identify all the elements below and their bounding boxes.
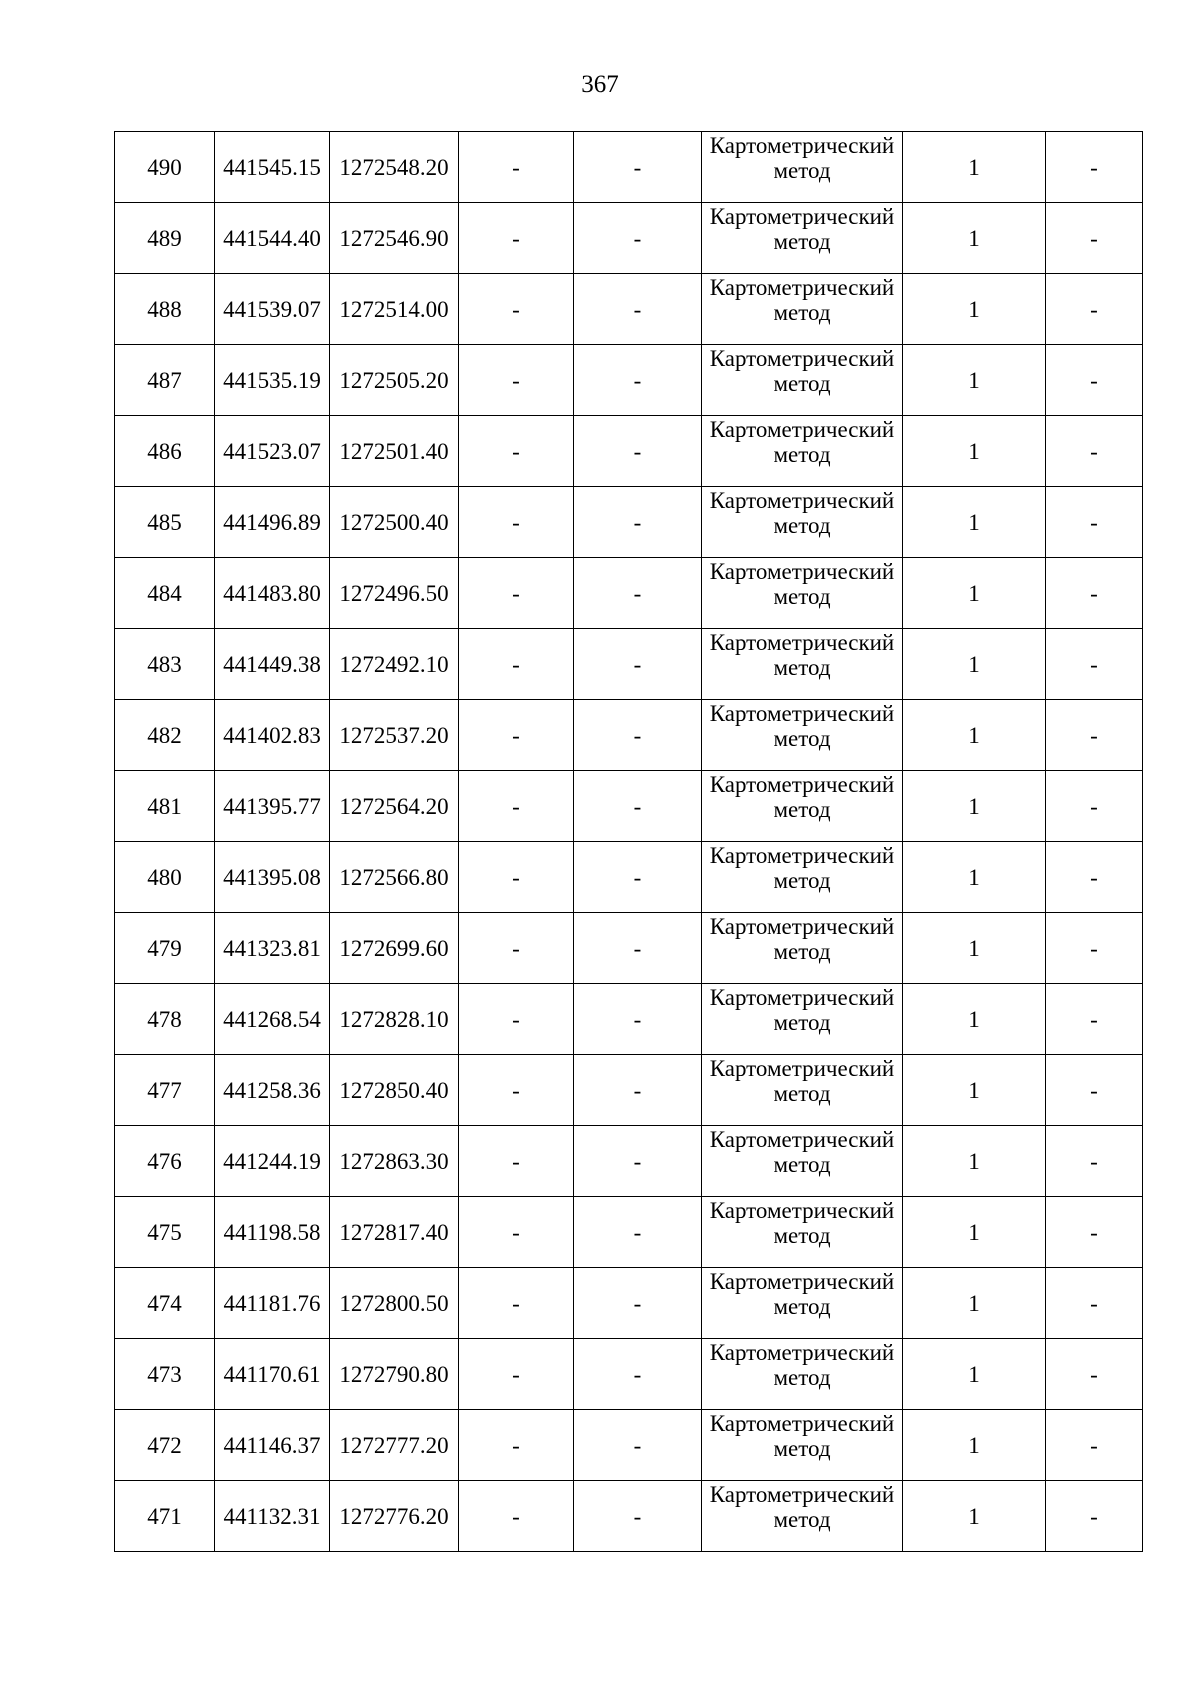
x-coordinate-cell: 441181.76 (215, 1268, 330, 1339)
point-number-cell: 479 (115, 913, 215, 984)
accuracy-cell: 1 (903, 629, 1046, 700)
empty-value-cell: - (1046, 842, 1143, 913)
y-coordinate-cell: 1272790.80 (330, 1339, 459, 1410)
table-row (115, 1268, 1143, 1339)
empty-value-cell: - (574, 1481, 702, 1552)
method-cell (702, 1055, 903, 1126)
empty-value-cell: - (1046, 1339, 1143, 1410)
method-text: Картометрический (709, 1340, 895, 1365)
point-number-cell: 472 (115, 1410, 215, 1481)
method-text: метод (773, 1365, 831, 1390)
empty-value-cell: - (459, 771, 574, 842)
empty-value-cell: - (1046, 984, 1143, 1055)
method-text: Картометрический (709, 204, 895, 229)
empty-value-cell: - (1046, 700, 1143, 771)
empty-value-cell: - (1046, 345, 1143, 416)
empty-value-cell: - (574, 842, 702, 913)
point-number-cell: 483 (115, 629, 215, 700)
empty-value-cell: - (574, 1410, 702, 1481)
empty-value-cell: - (1046, 558, 1143, 629)
accuracy-cell: 1 (903, 416, 1046, 487)
y-coordinate-cell: 1272500.40 (330, 487, 459, 558)
accuracy-cell: 1 (903, 203, 1046, 274)
empty-value-cell: - (574, 416, 702, 487)
empty-value-cell: - (1046, 203, 1143, 274)
x-coordinate-cell: 441258.36 (215, 1055, 330, 1126)
accuracy-cell: 1 (903, 345, 1046, 416)
accuracy-cell: 1 (903, 1410, 1046, 1481)
method-cell (702, 487, 903, 558)
method-text: метод (773, 1152, 831, 1177)
method-cell (702, 416, 903, 487)
page-number: 367 (581, 71, 619, 98)
point-number-cell: 478 (115, 984, 215, 1055)
empty-value-cell: - (574, 345, 702, 416)
method-cell (702, 1481, 903, 1552)
table-row (115, 558, 1143, 629)
table-row (115, 1410, 1143, 1481)
method-text: Картометрический (709, 346, 895, 371)
accuracy-cell: 1 (903, 1055, 1046, 1126)
method-text: метод (773, 229, 831, 254)
method-text: Картометрический (709, 772, 895, 797)
x-coordinate-cell: 441323.81 (215, 913, 330, 984)
point-number-cell: 488 (115, 274, 215, 345)
method-text: Картометрический (709, 1127, 895, 1152)
method-cell (702, 132, 903, 203)
method-text: метод (773, 726, 831, 751)
empty-value-cell: - (1046, 416, 1143, 487)
method-text: Картометрический (709, 417, 895, 442)
x-coordinate-cell: 441268.54 (215, 984, 330, 1055)
method-text: Картометрический (709, 1482, 895, 1507)
empty-value-cell: - (574, 558, 702, 629)
empty-value-cell: - (459, 1055, 574, 1126)
table-row (115, 345, 1143, 416)
method-text: метод (773, 1010, 831, 1035)
method-text: Картометрический (709, 985, 895, 1010)
method-text: метод (773, 655, 831, 680)
method-cell (702, 274, 903, 345)
method-cell (702, 984, 903, 1055)
empty-value-cell: - (574, 203, 702, 274)
x-coordinate-cell: 441544.40 (215, 203, 330, 274)
method-text: метод (773, 939, 831, 964)
table-row (115, 1197, 1143, 1268)
accuracy-cell: 1 (903, 1481, 1046, 1552)
empty-value-cell: - (1046, 1126, 1143, 1197)
point-number-cell: 489 (115, 203, 215, 274)
empty-value-cell: - (1046, 913, 1143, 984)
accuracy-cell: 1 (903, 274, 1046, 345)
empty-value-cell: - (459, 1481, 574, 1552)
empty-value-cell: - (459, 1339, 574, 1410)
method-text: метод (773, 1436, 831, 1461)
empty-value-cell: - (459, 700, 574, 771)
method-cell (702, 203, 903, 274)
accuracy-cell: 1 (903, 984, 1046, 1055)
accuracy-cell: 1 (903, 913, 1046, 984)
table-row (115, 487, 1143, 558)
empty-value-cell: - (459, 1268, 574, 1339)
method-cell (702, 1410, 903, 1481)
method-text: Картометрический (709, 630, 895, 655)
method-text: метод (773, 797, 831, 822)
method-text: Картометрический (709, 1198, 895, 1223)
y-coordinate-cell: 1272777.20 (330, 1410, 459, 1481)
method-cell (702, 771, 903, 842)
point-number-cell: 471 (115, 1481, 215, 1552)
empty-value-cell: - (459, 1197, 574, 1268)
y-coordinate-cell: 1272850.40 (330, 1055, 459, 1126)
table-row (115, 842, 1143, 913)
accuracy-cell: 1 (903, 842, 1046, 913)
point-number-cell: 490 (115, 132, 215, 203)
x-coordinate-cell: 441535.19 (215, 345, 330, 416)
table-row (115, 984, 1143, 1055)
method-text: метод (773, 300, 831, 325)
empty-value-cell: - (459, 203, 574, 274)
y-coordinate-cell: 1272817.40 (330, 1197, 459, 1268)
table-row (115, 274, 1143, 345)
method-text: метод (773, 1081, 831, 1106)
point-number-cell: 475 (115, 1197, 215, 1268)
empty-value-cell: - (459, 984, 574, 1055)
method-cell (702, 913, 903, 984)
accuracy-cell: 1 (903, 700, 1046, 771)
table-row (115, 913, 1143, 984)
point-number-cell: 477 (115, 1055, 215, 1126)
empty-value-cell: - (1046, 1268, 1143, 1339)
point-number-cell: 473 (115, 1339, 215, 1410)
table-row (115, 1126, 1143, 1197)
method-text: метод (773, 868, 831, 893)
empty-value-cell: - (574, 629, 702, 700)
y-coordinate-cell: 1272828.10 (330, 984, 459, 1055)
empty-value-cell: - (459, 558, 574, 629)
accuracy-cell: 1 (903, 771, 1046, 842)
accuracy-cell: 1 (903, 132, 1046, 203)
y-coordinate-cell: 1272537.20 (330, 700, 459, 771)
point-number-cell: 480 (115, 842, 215, 913)
y-coordinate-cell: 1272564.20 (330, 771, 459, 842)
method-text: метод (773, 584, 831, 609)
method-text: метод (773, 442, 831, 467)
point-number-cell: 485 (115, 487, 215, 558)
x-coordinate-cell: 441483.80 (215, 558, 330, 629)
empty-value-cell: - (574, 1268, 702, 1339)
empty-value-cell: - (459, 913, 574, 984)
method-text: метод (773, 1507, 831, 1532)
x-coordinate-cell: 441170.61 (215, 1339, 330, 1410)
table-row (115, 203, 1143, 274)
x-coordinate-cell: 441402.83 (215, 700, 330, 771)
empty-value-cell: - (459, 487, 574, 558)
method-text: Картометрический (709, 275, 895, 300)
empty-value-cell: - (574, 1126, 702, 1197)
coordinates-table (114, 131, 1143, 1552)
point-number-cell: 476 (115, 1126, 215, 1197)
y-coordinate-cell: 1272505.20 (330, 345, 459, 416)
x-coordinate-cell: 441146.37 (215, 1410, 330, 1481)
method-text: метод (773, 513, 831, 538)
empty-value-cell: - (459, 629, 574, 700)
empty-value-cell: - (1046, 771, 1143, 842)
accuracy-cell: 1 (903, 1268, 1046, 1339)
method-text: Картометрический (709, 1056, 895, 1081)
empty-value-cell: - (459, 132, 574, 203)
point-number-cell: 481 (115, 771, 215, 842)
accuracy-cell: 1 (903, 558, 1046, 629)
method-text: Картометрический (709, 701, 895, 726)
point-number-cell: 482 (115, 700, 215, 771)
empty-value-cell: - (574, 1339, 702, 1410)
x-coordinate-cell: 441539.07 (215, 274, 330, 345)
y-coordinate-cell: 1272514.00 (330, 274, 459, 345)
empty-value-cell: - (1046, 1481, 1143, 1552)
table-row (115, 416, 1143, 487)
accuracy-cell: 1 (903, 1339, 1046, 1410)
method-cell (702, 345, 903, 416)
point-number-cell: 487 (115, 345, 215, 416)
x-coordinate-cell: 441545.15 (215, 132, 330, 203)
method-cell (702, 700, 903, 771)
x-coordinate-cell: 441523.07 (215, 416, 330, 487)
table-row (115, 132, 1143, 203)
method-text: метод (773, 1223, 831, 1248)
table-row (115, 700, 1143, 771)
method-text: метод (773, 158, 831, 183)
method-text: Картометрический (709, 914, 895, 939)
empty-value-cell: - (459, 842, 574, 913)
table-row (115, 1339, 1143, 1410)
point-number-cell: 474 (115, 1268, 215, 1339)
empty-value-cell: - (1046, 1055, 1143, 1126)
empty-value-cell: - (459, 345, 574, 416)
x-coordinate-cell: 441198.58 (215, 1197, 330, 1268)
y-coordinate-cell: 1272492.10 (330, 629, 459, 700)
y-coordinate-cell: 1272566.80 (330, 842, 459, 913)
y-coordinate-cell: 1272863.30 (330, 1126, 459, 1197)
method-text: Картометрический (709, 133, 895, 158)
empty-value-cell: - (574, 913, 702, 984)
empty-value-cell: - (1046, 1197, 1143, 1268)
empty-value-cell: - (574, 274, 702, 345)
method-cell (702, 1268, 903, 1339)
method-cell (702, 1197, 903, 1268)
x-coordinate-cell: 441395.77 (215, 771, 330, 842)
y-coordinate-cell: 1272501.40 (330, 416, 459, 487)
accuracy-cell: 1 (903, 1126, 1046, 1197)
y-coordinate-cell: 1272699.60 (330, 913, 459, 984)
empty-value-cell: - (459, 274, 574, 345)
empty-value-cell: - (1046, 1410, 1143, 1481)
method-cell (702, 842, 903, 913)
x-coordinate-cell: 441244.19 (215, 1126, 330, 1197)
empty-value-cell: - (574, 487, 702, 558)
empty-value-cell: - (459, 416, 574, 487)
method-text: Картометрический (709, 559, 895, 584)
x-coordinate-cell: 441395.08 (215, 842, 330, 913)
accuracy-cell: 1 (903, 487, 1046, 558)
empty-value-cell: - (574, 984, 702, 1055)
y-coordinate-cell: 1272546.90 (330, 203, 459, 274)
method-cell (702, 629, 903, 700)
table-row (115, 771, 1143, 842)
empty-value-cell: - (459, 1410, 574, 1481)
x-coordinate-cell: 441132.31 (215, 1481, 330, 1552)
method-cell (702, 558, 903, 629)
point-number-cell: 484 (115, 558, 215, 629)
empty-value-cell: - (574, 1197, 702, 1268)
method-text: Картометрический (709, 843, 895, 868)
point-number-cell: 486 (115, 416, 215, 487)
method-text: Картометрический (709, 1411, 895, 1436)
method-text: метод (773, 371, 831, 396)
y-coordinate-cell: 1272496.50 (330, 558, 459, 629)
x-coordinate-cell: 441496.89 (215, 487, 330, 558)
y-coordinate-cell: 1272800.50 (330, 1268, 459, 1339)
empty-value-cell: - (459, 1126, 574, 1197)
method-cell (702, 1339, 903, 1410)
method-text: метод (773, 1294, 831, 1319)
empty-value-cell: - (574, 771, 702, 842)
empty-value-cell: - (1046, 132, 1143, 203)
empty-value-cell: - (1046, 487, 1143, 558)
method-cell (702, 1126, 903, 1197)
method-text: Картометрический (709, 1269, 895, 1294)
table-row (115, 629, 1143, 700)
y-coordinate-cell: 1272548.20 (330, 132, 459, 203)
method-text: Картометрический (709, 488, 895, 513)
accuracy-cell: 1 (903, 1197, 1046, 1268)
empty-value-cell: - (574, 700, 702, 771)
empty-value-cell: - (574, 1055, 702, 1126)
empty-value-cell: - (1046, 629, 1143, 700)
empty-value-cell: - (1046, 274, 1143, 345)
x-coordinate-cell: 441449.38 (215, 629, 330, 700)
empty-value-cell: - (574, 132, 702, 203)
y-coordinate-cell: 1272776.20 (330, 1481, 459, 1552)
table-row (115, 1055, 1143, 1126)
table-body (115, 132, 1143, 1552)
table-row (115, 1481, 1143, 1552)
